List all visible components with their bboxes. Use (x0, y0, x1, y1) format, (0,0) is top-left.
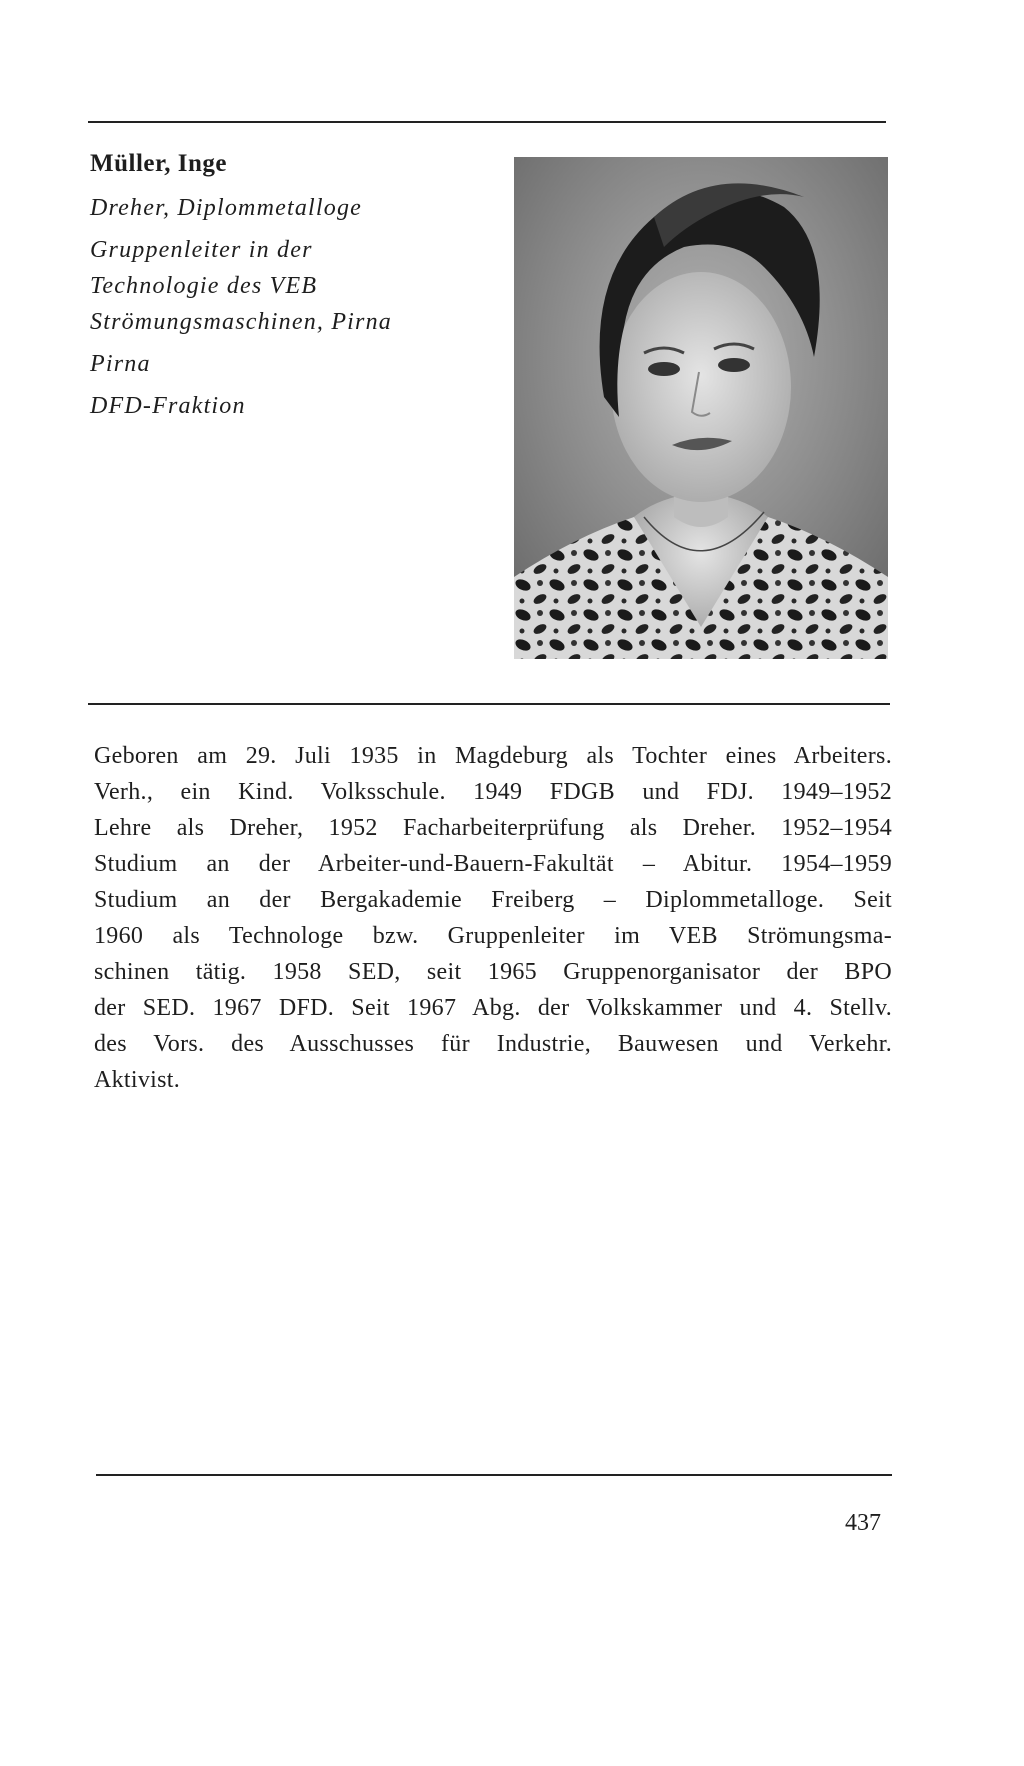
bottom-divider (96, 1474, 892, 1476)
position-line-1: Gruppenleiter in der (90, 237, 313, 263)
position-line-2: Technologie des VEB (90, 273, 318, 299)
bio-line: der SED. 1967 DFD. Seit 1967 Abg. der Volkskammer und 4. Stellv. (94, 995, 892, 1021)
profession: Dreher, Diplommetalloge (90, 195, 363, 221)
faction: DFD-Fraktion (90, 393, 246, 419)
bio-line: 1960 als Technologe bzw. Gruppenleiter im VEB Strömungsma- (94, 923, 892, 949)
portrait-photo (514, 157, 888, 659)
bio-line: Verh., ein Kind. Volksschule. 1949 FDGB und FDJ. 1949–1952 (94, 779, 892, 805)
bio-line: schinen tätig. 1958 SED, seit 1965 Gruppenorganisator der BPO (94, 959, 892, 985)
bio-line: des Vors. des Ausschusses für Industrie, Bauwesen und Verkehr. (94, 1031, 892, 1057)
bio-line: Studium an der Arbeiter-und-Bauern-Fakultät – Abitur. 1954–1959 (94, 851, 892, 877)
bio-line: Studium an der Bergakademie Freiberg – Diplommetalloge. Seit (94, 887, 892, 913)
bio-line: Lehre als Dreher, 1952 Facharbeiterprüfung als Dreher. 1952–1954 (94, 815, 892, 841)
middle-divider (88, 703, 890, 705)
constituency: Pirna (90, 351, 151, 377)
bio-line: Geboren am 29. Juli 1935 in Magdeburg als Tochter eines Arbeiters. (94, 743, 892, 769)
entry-header (90, 150, 490, 424)
person-name: Müller, Inge (90, 150, 228, 177)
page-number: 437 (845, 1510, 881, 1536)
bio-line: Aktivist. (94, 1067, 181, 1093)
biography-text (94, 738, 892, 1098)
position-line-3: Strömungsmaschinen, Pirna (90, 309, 392, 335)
top-divider (88, 121, 886, 123)
